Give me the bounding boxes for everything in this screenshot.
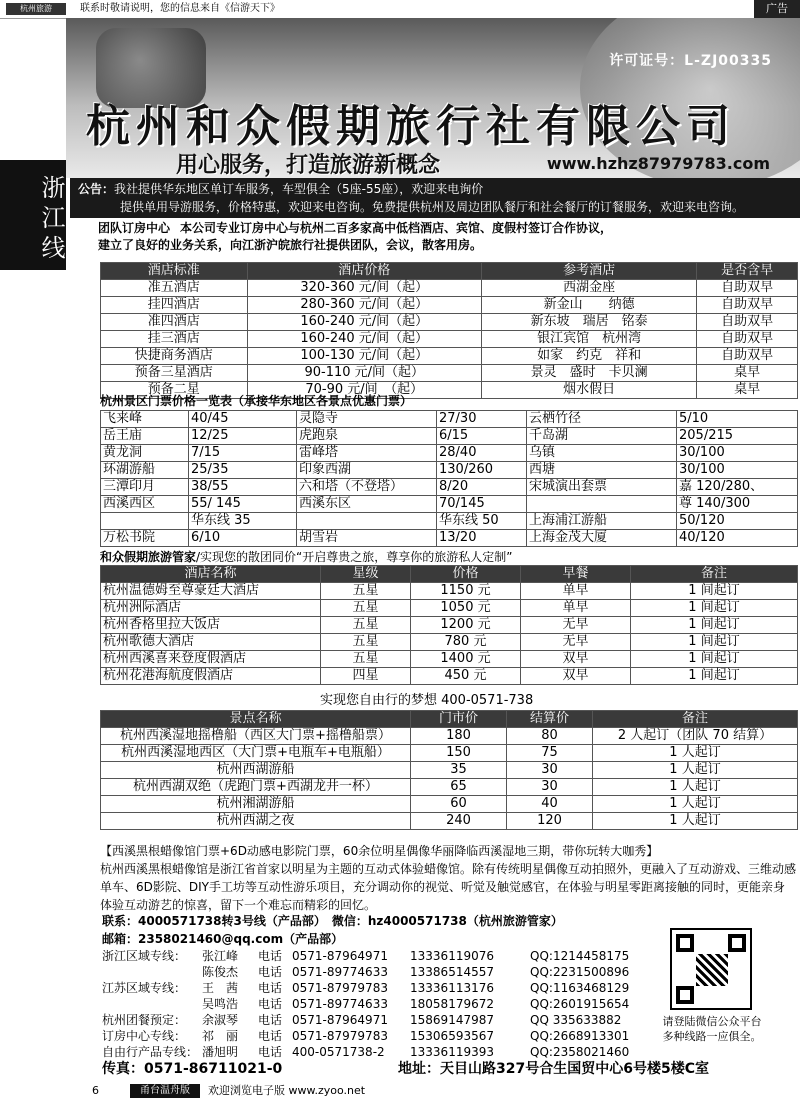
table-cell: 四星 (321, 668, 411, 685)
table-cell: 70-90 元/间 （起） (247, 382, 481, 399)
table-cell: 杭州西湖游船 (101, 762, 411, 779)
qr-finder-icon (676, 986, 694, 1004)
table-header: 是否含早 (697, 263, 798, 280)
table-cell (101, 513, 189, 530)
table-row (101, 365, 798, 382)
page-footer (0, 1082, 800, 1100)
table-header: 备注 (593, 711, 798, 728)
table-cell: 印象西湖 (297, 462, 437, 479)
table-cell: 5/10 (677, 411, 798, 428)
contact-row (100, 996, 658, 1012)
table-row (101, 583, 798, 600)
contact-cell: QQ:2668913301 (530, 1029, 630, 1043)
table-row (101, 779, 798, 796)
contact-cell: 浙江区域专线： (102, 949, 187, 963)
top-notice: 联系时敬请说明，您的信息来自《信游天下》 (80, 3, 280, 14)
team-line-2: 建立了良好的业务关系，向江浙沪皖旅行社提供团队，会议，散客用房。 (98, 238, 483, 252)
table-row (101, 348, 798, 365)
footer-website[interactable]: 欢迎浏览电子版 www.zyoo.net (208, 1084, 366, 1097)
table-row (101, 728, 798, 745)
table-cell: 1 人起订 (593, 745, 798, 762)
team-booking-section (98, 220, 798, 254)
contact-cell: 15869147987 (410, 1013, 494, 1027)
table-cell: 银江宾馆 杭州湾 (481, 331, 696, 348)
top-strip (0, 0, 800, 19)
contact-cell: 400-0571738-2 (292, 1045, 385, 1059)
table-row (101, 445, 798, 462)
table-cell: 六和塔（不登塔） (297, 479, 437, 496)
website-link[interactable]: www.hzhz87979783.com (546, 154, 770, 173)
table-cell: 80 (507, 728, 593, 745)
notice-box (70, 178, 800, 218)
table-cell: 杭州西溪喜来登度假酒店 (101, 651, 321, 668)
table-cell: 灵隐寺 (297, 411, 437, 428)
contact-cell: 电话 (258, 965, 283, 979)
table-cell: 1 人起订 (593, 779, 798, 796)
table-cell: 1200 元 (411, 617, 521, 634)
table-cell: 1 间起订 (631, 600, 798, 617)
fax-address-line (102, 1058, 792, 1078)
table-cell: 自助双早 (697, 297, 798, 314)
table-cell: 90-110 元/间（起） (247, 365, 481, 382)
contact-cell: 0571-87964971 (292, 949, 388, 963)
table-cell: 28/40 (437, 445, 527, 462)
contact-cell: QQ:2601915654 (530, 997, 630, 1011)
table-cell: 杭州西湖双绝（虎跑门票+西湖龙井一杯） (101, 779, 411, 796)
table-cell: 胡雪岩 (297, 530, 437, 547)
table-header: 参考酒店 (481, 263, 696, 280)
table-cell: 30 (507, 762, 593, 779)
table-row (101, 428, 798, 445)
table-cell: 12/25 (189, 428, 297, 445)
table-cell: 华东线 35 (189, 513, 297, 530)
table-cell: 60 (411, 796, 507, 813)
table-header: 酒店价格 (247, 263, 481, 280)
notice-line-2: 提供单用导游服务，价格特惠，欢迎来电咨询。免费提供杭州及周边团队餐厅和社会餐厅的订餐服务，欢迎来电咨询。 (120, 200, 745, 214)
table-cell: 单早 (521, 583, 631, 600)
contact-cell: 电话 (258, 981, 283, 995)
contact-row (100, 964, 658, 980)
contact-cell: 祁 丽 (202, 1029, 239, 1043)
table-cell: 杭州西溪湿地西区（大门票+电瓶车+电瓶船） (101, 745, 411, 762)
contact-phone-wechat: 联系：4000571738转3号线（产品部） 微信：hz4000571738（杭州旅游管家） (102, 914, 563, 928)
table-cell: 预备三星酒店 (101, 365, 248, 382)
table-row (101, 530, 798, 547)
table-cell: 千岛湖 (527, 428, 677, 445)
table-cell: 320-360 元/间（起） (247, 280, 481, 297)
table-cell: 华东线 50 (437, 513, 527, 530)
contact-cell: 13336113176 (410, 981, 494, 995)
table-cell: 岳王庙 (101, 428, 189, 445)
table-cell: 乌镇 (527, 445, 677, 462)
table-header: 酒店标准 (101, 263, 248, 280)
contact-cell: 自由行产品专线： (102, 1045, 199, 1059)
contact-cell: 王 茜 (202, 981, 239, 995)
table-cell: 30 (507, 779, 593, 796)
qr-caption (652, 1014, 772, 1044)
publication-logo: 杭州旅游 (6, 3, 66, 15)
table-cell: 宋城演出套票 (527, 479, 677, 496)
table-cell: 新东坡 瑞居 铭泰 (481, 314, 696, 331)
table-cell: 自助双早 (697, 314, 798, 331)
table-cell: 西湖金座 (481, 280, 696, 297)
table-cell: 38/55 (189, 479, 297, 496)
table-cell: 五星 (321, 617, 411, 634)
table-cell: 双早 (521, 651, 631, 668)
qr-caption-1: 请登陆微信公众平台 (662, 1015, 762, 1028)
table-cell: 预备二星 (101, 382, 248, 399)
table-cell: 160-240 元/间（起） (247, 314, 481, 331)
table-cell: 50/120 (677, 513, 798, 530)
table-cell: 杭州洲际酒店 (101, 600, 321, 617)
table-cell: 雷峰塔 (297, 445, 437, 462)
table-row (101, 617, 798, 634)
table-row (101, 280, 798, 297)
contact-cell: 电话 (258, 1029, 283, 1043)
page-number: 6 (92, 1084, 99, 1097)
promo-body: 杭州西溪黑根蜡像馆是浙江省首家以明星为主题的互动式体验蜡像馆。除有传统明星偶像互动拍照外，更融入了互动游戏、三维动感单车、6D影院、DIY手工坊等互动性游乐项目，充分调动你的视觉、听觉及触觉感官，在体验与明星零距离接触的同时，更能亲身体验互动游艺的惊喜，留下一个难忘而精彩的回忆。 (100, 862, 797, 912)
contact-header (102, 912, 563, 948)
wechat-qr-code (670, 928, 752, 1010)
contact-cell: 13336119076 (410, 949, 494, 963)
hotel-package-table (100, 565, 798, 685)
table-cell: 云栖竹径 (527, 411, 677, 428)
table-cell: 上海浦江游船 (527, 513, 677, 530)
table-cell: 杭州温德姆至尊豪廷大酒店 (101, 583, 321, 600)
table-cell: 自助双早 (697, 280, 798, 297)
table-header: 备注 (631, 566, 798, 583)
table-header: 早餐 (521, 566, 631, 583)
table-cell: 27/30 (437, 411, 527, 428)
table-cell: 1150 元 (411, 583, 521, 600)
table-cell: 杭州西湖之夜 (101, 813, 411, 830)
table-cell: 1 间起订 (631, 583, 798, 600)
table-row (101, 411, 798, 428)
contact-cell: 吴鸣浩 (202, 997, 239, 1011)
table-cell: 挂四酒店 (101, 297, 248, 314)
table-cell: 景灵 盛时 卡贝澜 (481, 365, 696, 382)
table-cell: 杭州香格里拉大饭店 (101, 617, 321, 634)
notice-label: 公告： (78, 182, 115, 196)
contact-cell: 18058179672 (410, 997, 494, 1011)
table-cell: 新金山 纳德 (481, 297, 696, 314)
table-cell: 1 人起订 (593, 762, 798, 779)
side-tab: 浙江线 (0, 160, 66, 270)
tickets-title: 杭州景区门票价格一览表（承接华东地区各景点优惠门票） (100, 394, 413, 408)
table-cell: 280-360 元/间（起） (247, 297, 481, 314)
promo-headline: 【西溪黑根蜡像馆门票+6D动感电影院门票，60余位明星偶像华丽降临西溪湿地三期，带你玩转大咖秀】 (100, 844, 659, 858)
contact-cell: 0571-89774633 (292, 965, 388, 979)
contact-cell: 杭州团餐预定： (102, 1013, 187, 1027)
table-cell: 100-130 元/间（起） (247, 348, 481, 365)
table-cell: 无早 (521, 634, 631, 651)
table-cell: 6/10 (189, 530, 297, 547)
table-cell: 上海金茂大厦 (527, 530, 677, 547)
ad-tag: 广告 (754, 0, 800, 18)
table-cell: 205/215 (677, 428, 798, 445)
contact-row (100, 980, 658, 996)
contact-cell: 张江峰 (202, 949, 239, 963)
table-cell: 8/20 (437, 479, 527, 496)
ticket-price-table (100, 410, 798, 547)
table-cell: 2 人起订（团队 70 结算） (593, 728, 798, 745)
table-cell: 30/100 (677, 445, 798, 462)
table-cell: 1400 元 (411, 651, 521, 668)
table-row (101, 668, 798, 685)
table-cell: 西溪东区 (297, 496, 437, 513)
table-cell: 五星 (321, 583, 411, 600)
table-cell (297, 513, 437, 530)
table-cell: 120 (507, 813, 593, 830)
table-header: 景点名称 (101, 711, 411, 728)
table-cell: 180 (411, 728, 507, 745)
table-cell: 准五酒店 (101, 280, 248, 297)
table-cell: 尊 140/300 (677, 496, 798, 513)
company-name: 杭州和众假期旅行社有限公司 (86, 101, 736, 152)
butler-subtitle: /实现您的散团同价“开启尊贵之旅，尊享你的旅游私人定制” (196, 550, 513, 564)
table-row (101, 651, 798, 668)
contact-cell: 江苏区域专线： (102, 981, 187, 995)
table-row (101, 479, 798, 496)
table-cell: 如家 约克 祥和 (481, 348, 696, 365)
table-cell: 1 间起订 (631, 668, 798, 685)
contact-table (100, 948, 658, 1060)
table-cell: 30/100 (677, 462, 798, 479)
qr-pattern (696, 954, 728, 986)
table-cell: 无早 (521, 617, 631, 634)
table-cell: 嘉 120/280、 (677, 479, 798, 496)
table-cell: 160-240 元/间（起） (247, 331, 481, 348)
contact-cell: 13336119393 (410, 1045, 494, 1059)
table-cell (527, 496, 677, 513)
table-cell: 780 元 (411, 634, 521, 651)
table-cell: 烟水假日 (481, 382, 696, 399)
table-row (101, 462, 798, 479)
table-cell: 杭州湘湖游船 (101, 796, 411, 813)
table-cell: 7/15 (189, 445, 297, 462)
table-header: 星级 (321, 566, 411, 583)
table-cell: 1 间起订 (631, 651, 798, 668)
slogan: 用心服务，打造旅游新概念 (176, 153, 441, 178)
table-row (101, 745, 798, 762)
qr-finder-icon (728, 934, 746, 952)
contact-cell: 0571-87979783 (292, 981, 388, 995)
table-cell: 准四酒店 (101, 314, 248, 331)
contact-cell: 陈俊杰 (202, 965, 239, 979)
qr-finder-icon (676, 934, 694, 952)
contact-cell: QQ:1214458175 (530, 949, 630, 963)
notice-line-1: 我社提供华东地区单订车服务，车型俱全（5座-55座），欢迎来电询价 (114, 182, 484, 196)
contact-cell: 订房中心专线： (102, 1029, 187, 1043)
table-cell: 75 (507, 745, 593, 762)
table-row (101, 634, 798, 651)
table-cell: 虎跑泉 (297, 428, 437, 445)
table-cell: 40 (507, 796, 593, 813)
table-cell: 35 (411, 762, 507, 779)
contact-email: 邮箱：2358021460@qq.com（产品部） (102, 932, 344, 946)
free-travel-line: 实现您自由行的梦想 400-0571-738 (320, 693, 534, 708)
table-cell: 双早 (521, 668, 631, 685)
qr-caption-2: 多种线路一应俱全。 (662, 1030, 762, 1043)
table-cell: 自助双早 (697, 331, 798, 348)
table-cell: 450 元 (411, 668, 521, 685)
team-line-1: 本公司专业订房中心与杭州二百多家高中低档酒店、宾馆、度假村签订合作协议， (180, 221, 613, 235)
butler-title: 和众假期旅游管家 (100, 550, 197, 564)
contact-cell: QQ:1163468129 (530, 981, 630, 995)
table-cell: 三潭印月 (101, 479, 189, 496)
contact-cell (100, 964, 200, 980)
team-label: 团队订房中心 (98, 221, 171, 235)
contact-cell: 电话 (258, 949, 283, 963)
table-header: 门市价 (411, 711, 507, 728)
contact-cell: QQ:2231500896 (530, 965, 630, 979)
table-cell: 1 间起订 (631, 617, 798, 634)
attraction-price-table (100, 710, 798, 830)
table-cell: 环湖游船 (101, 462, 189, 479)
table-cell: 130/260 (437, 462, 527, 479)
table-cell: 杭州花港海航度假酒店 (101, 668, 321, 685)
contact-cell: 电话 (258, 1045, 283, 1059)
hotel-standard-table (100, 262, 798, 399)
contact-row (100, 1012, 658, 1028)
table-cell: 五星 (321, 634, 411, 651)
contact-row (100, 1028, 658, 1044)
table-cell: 西塘 (527, 462, 677, 479)
table-header: 结算价 (507, 711, 593, 728)
table-row (101, 600, 798, 617)
table-cell: 飞来峰 (101, 411, 189, 428)
table-cell: 万松书院 (101, 530, 189, 547)
contact-cell: 潘旭明 (202, 1045, 239, 1059)
table-cell: 桌早 (697, 365, 798, 382)
contact-cell: QQ 335633882 (530, 1013, 622, 1027)
table-cell: 杭州西溪湿地摇橹船（西区大门票+摇橹船票） (101, 728, 411, 745)
table-cell: 25/35 (189, 462, 297, 479)
contact-cell: 电话 (258, 1013, 283, 1027)
table-cell: 自助双早 (697, 348, 798, 365)
contact-cell: 0571-87964971 (292, 1013, 388, 1027)
contact-cell: 0571-89774633 (292, 997, 388, 1011)
table-cell: 65 (411, 779, 507, 796)
table-row (101, 796, 798, 813)
edition-label: 甬台温舟版 (130, 1084, 200, 1098)
table-cell: 150 (411, 745, 507, 762)
table-cell: 1 人起订 (593, 796, 798, 813)
table-cell: 快捷商务酒店 (101, 348, 248, 365)
table-cell: 13/20 (437, 530, 527, 547)
table-cell: 桌早 (697, 382, 798, 399)
banner (66, 18, 800, 178)
table-cell: 1 人起订 (593, 813, 798, 830)
table-cell: 西溪西区 (101, 496, 189, 513)
table-cell: 五星 (321, 600, 411, 617)
table-cell: 55/ 145 (189, 496, 297, 513)
contact-cell: 15306593567 (410, 1029, 494, 1043)
table-cell: 五星 (321, 651, 411, 668)
table-row (101, 314, 798, 331)
contact-row (100, 948, 658, 964)
table-cell: 70/145 (437, 496, 527, 513)
butler-heading (100, 548, 513, 565)
table-cell: 1 间起订 (631, 634, 798, 651)
address: 地址：天目山路327号合生国贸中心6号楼5楼C室 (398, 1061, 709, 1077)
table-cell: 单早 (521, 600, 631, 617)
wax-museum-promo (100, 842, 796, 914)
contact-cell: 0571-87979783 (292, 1029, 388, 1043)
table-cell: 40/45 (189, 411, 297, 428)
table-row (101, 813, 798, 830)
table-row (101, 513, 798, 530)
table-header: 价格 (411, 566, 521, 583)
table-cell: 1050 元 (411, 600, 521, 617)
table-cell: 黄龙洞 (101, 445, 189, 462)
contact-cell (100, 996, 200, 1012)
contact-cell: 13386514557 (410, 965, 494, 979)
contact-cell: 余淑琴 (202, 1013, 239, 1027)
table-cell: 杭州歌德大酒店 (101, 634, 321, 651)
table-cell: 挂三酒店 (101, 331, 248, 348)
fax: 传真：0571-86711021-0 (102, 1061, 283, 1077)
contact-cell: 电话 (258, 997, 283, 1011)
table-row (101, 297, 798, 314)
table-cell: 6/15 (437, 428, 527, 445)
table-cell: 40/120 (677, 530, 798, 547)
table-row (101, 496, 798, 513)
table-row (101, 762, 798, 779)
license-number: 许可证号：L-ZJ00335 (609, 53, 772, 69)
table-row (101, 331, 798, 348)
table-header: 酒店名称 (101, 566, 321, 583)
contact-cell: QQ:2358021460 (530, 1045, 630, 1059)
table-cell: 240 (411, 813, 507, 830)
